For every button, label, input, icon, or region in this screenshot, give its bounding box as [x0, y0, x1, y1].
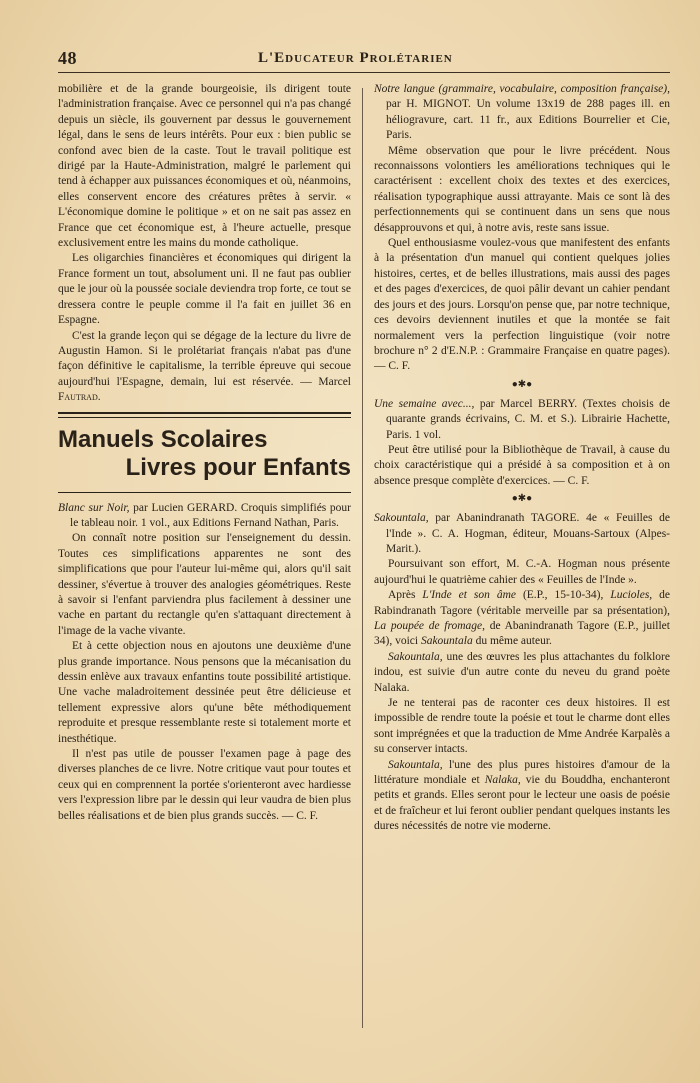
book-details: par Abanindranath TAGORE. 4e « Feuilles de l'Inde ». C. A. Hogman, éditeur, Mouans-Sartoux (Alpes-Marit.). [386, 512, 670, 555]
section-title-line-2: Livres pour Enfants [125, 453, 351, 481]
text: de Abanindranath Tagore (E.P., juillet 34), voici [374, 620, 670, 648]
book-reference [58, 501, 351, 532]
book-title: Une semaine avec..., [374, 397, 475, 410]
title-rule [58, 492, 351, 493]
paragraph: Et à cette objection nous en ajoutons une deuxième d'une plus grande importance. Nous pensons que la mécanisation du dessin enlève aux travaux enfantins toute possibilité artistique. Une vache maladroitement dessinée peut être délicieuse et tellement expressive alors qu'une bête méthodiquement reproduite et presque ressemblante reste si totalement morte et inesthétique. [58, 640, 351, 745]
paragraph-text: C'est la grande leçon qui se dégage de la lecture du livre de Augustin Hamon. Si le prolétariat français n'abat pas d'une façon définitive le capitalisme, la terrible épreuve qui secoue aujourd'hui l'Espagne, demain, lui est réservée. — Marcel [58, 329, 351, 388]
book-details: par Lucien GERARD. Croquis simplifiés pour le tableau noir. 1 vol., aux Editions Fernand Nathan, Paris. [70, 501, 351, 529]
text: Après [388, 589, 423, 602]
section-divider [58, 412, 351, 418]
ornament-icon: ●✱● [511, 493, 533, 505]
right-column [374, 82, 670, 835]
section-title-line-1: Manuels Scolaires [58, 425, 268, 453]
book-details: par Marcel BERRY. (Textes choisis de quarante grands écrivains, C. M. et S.). Librairie Hachette, Paris. 1 vol. [386, 397, 671, 441]
book-title: Notre langue (grammaire, vocabulaire, composition française), [374, 83, 670, 95]
page-number: 48 [58, 48, 77, 68]
paragraph: mobilière et de la grande bourgeoisie, ils dirigent toute l'administration française. Avec ce personnel qui n'a pas changé depuis un siècle, ils gouvernent par dessus le gouvernement légal, dans le sens de leurs intérêts. Pour eux : bien public se confond avec bien de la caste. Tout le travail politique est dirigé par la Haute-Administration, malgré le parlement qui tend à échapper aux puissances économiques et où, néanmoins, elles conservent encore des créatures prêtes à servir. « L'économique domine le politique » et on ne sait pas assez en France que cet économique est, à l'heure actuelle, presque exclusivement entre les mains du monde catholique. [58, 83, 351, 250]
book-title: Sakountala, [374, 512, 429, 525]
ornament-icon: ●✱● [511, 378, 533, 390]
paragraph: Je ne tenterai pas de raconter ces deux histoires. Il est impossible de rendre toute la poésie et tout le charme dont elles sont imprégnées et que la traduction de Mme Andrée Karpalès a su conserver intacts. [374, 697, 670, 756]
title: L'Inde et son âme [422, 589, 516, 602]
paragraph: On connaît notre position sur l'enseignement du dessin. Toutes ces simplifications apparentes ne sont des simplifications que pour l'auteur lui-même qui, alors qu'il sait dessiner, s'évertue à trouver des analogies géométriques. Reste à savoir si l'enfant parviendra plus facilement à dessiner une vache en partant du rectangle qu'en s'attaquant directement à l'image de la vache vivante. [58, 532, 351, 637]
book-title-wrap [374, 512, 429, 524]
book-title: Blanc sur Noir, [58, 501, 130, 514]
book-details: par H. MIGNOT. Un volume 13x19 de 288 pages ill. en héliogravure, cart. 11 fr., aux Editions Bourrelier et Cie, Paris. [386, 98, 670, 142]
title: Sakountala, [388, 758, 443, 771]
page-header [58, 48, 670, 72]
paragraph: Même observation que pour le livre précédent. Nous reconnaissons volontiers les améliorations techniques qui le caractérisent : excellent choix des textes et des exercices, réalisation typographique aussi attrayante. Mais ce sont là des perfectionnements qui se continuent dans un sens que nous désapprouvons et qui, à notre avis, reste sans issue. [374, 144, 670, 234]
paragraph: Poursuivant son effort, M. C.-A. Hogman nous présente aujourd'hui le quatrième cahier des « Feuilles de l'Inde ». [374, 558, 670, 586]
title: Sakountala [420, 635, 473, 648]
text: vie du Bouddha, enchanteront petits et grands. Elles seront pour le lecteur une oasis de poésie et de fraîcheur et lui feront oublier pendant quelques instants les dures nécessités de notre vie moderne. [374, 774, 670, 833]
book-reference [374, 397, 670, 443]
section-title [58, 426, 351, 482]
paragraph [58, 329, 351, 406]
signature: Fautrad. [58, 391, 101, 404]
paragraph [374, 650, 670, 696]
title: Nalaka, [484, 774, 521, 787]
paragraph: Quel enthousiasme voulez-vous que manifestent des enfants à la présentation d'un manuel qui contient quelques jolies histoires, certes, et de belles illustrations, mais aussi des pages et des pages d'exercices, de quoi pâlir devant un cahier pendant des jours et des jours. Lorsqu'on pense que, par notre technique, ces devoirs deviennent inutiles et que la montée se fait normalement vers la perfection linguistique (voir notre brochure n° 2 d'E.N.P. : Grammaire Française en quatre pages). — C. F. [374, 237, 670, 373]
paragraph: Les oligarchies financières et économiques qui dirigent la France forment un tout, absolument uni. Il ne faut pas oublier que le jour où la poussée sociale deviendra trop forte, ce tout se dressera contre le peuple comme il l'a fait en juillet 36 en Espagne. [58, 252, 351, 327]
header-rule [58, 72, 670, 73]
paragraph [374, 588, 670, 650]
paragraph [374, 758, 670, 835]
paragraph: Il n'est pas utile de pousser l'examen page à page des diverses planches de ce livre. Notre critique vaut pour toutes et ceux qui en comprennent la portée s'orienteront avec hardiesse vers l'expression libre par le dessin qui leur vaudra de bien plus belles réalisations et de bien plus grands succès. — C. F. [58, 748, 351, 822]
column-divider [362, 88, 363, 1028]
text: de Rabindranath Tagore (véritable merveille par sa présentation), [374, 589, 670, 617]
book-title-wrap [374, 83, 670, 95]
text: du même auteur. [472, 635, 552, 648]
book-title-wrap [374, 398, 474, 410]
title: La poupée de fromage, [374, 620, 486, 632]
paragraph: Peut être utilisé pour la Bibliothèque de Travail, à cause du choix caractéristique qui a présidé à sa composition et à on absence presque complète d'exercices. — C. F. [374, 443, 670, 487]
book-title-wrap [58, 502, 130, 514]
book-reference [374, 511, 670, 557]
title: Sakountala, [388, 650, 443, 663]
title: Lucioles, [610, 589, 653, 602]
left-column [58, 82, 351, 824]
book-reference [374, 82, 670, 144]
text: une des œuvres les plus attachantes du folklore indou, est suivie d'un autre conte du neveu du grand poète Nalaka. [374, 650, 670, 694]
journal-title: L'Educateur Prolétarien [258, 50, 453, 66]
text: l'une des plus pures histoires d'amour de la littérature mondiale et [374, 758, 670, 787]
text: (E.P., 15-10-34), [516, 589, 611, 602]
